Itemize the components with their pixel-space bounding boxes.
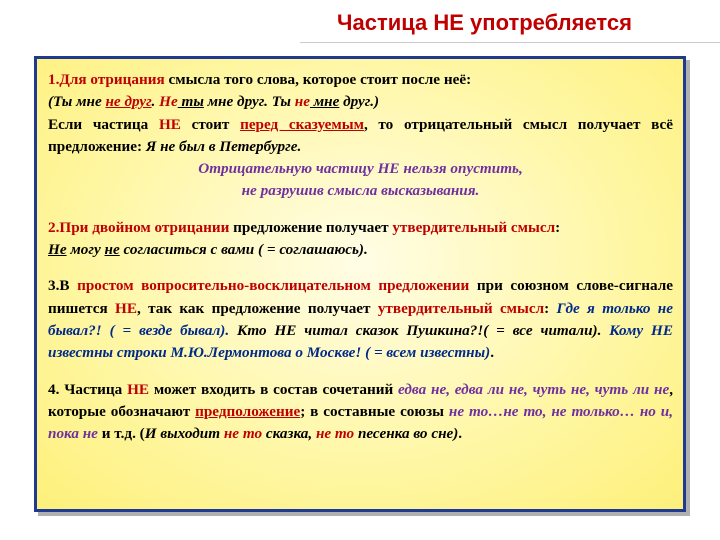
rule-2 bbox=[48, 217, 673, 262]
sentence-type-term: простом вопросительно-восклицательном предложении bbox=[77, 277, 470, 295]
rule-1-intro bbox=[48, 69, 673, 91]
rule-text: . bbox=[490, 344, 495, 362]
rule-text: может входить в состав сочетаний bbox=[149, 380, 399, 398]
ex-text: (Ты мне bbox=[48, 93, 106, 111]
rule-text: , так как предложение получает bbox=[136, 299, 378, 317]
ex-underlined: не bbox=[104, 241, 120, 259]
ex-highlight: Не bbox=[159, 93, 178, 111]
ex-text: И выходит bbox=[144, 425, 224, 443]
example-1: Где я только не бывал?! ( = везде бывал). bbox=[48, 299, 673, 339]
particle-ne: НЕ bbox=[115, 299, 137, 317]
section-gap bbox=[48, 261, 673, 275]
rule-text: при союзном слове-сигнале пишется bbox=[48, 277, 673, 317]
rule-1-heading: 1.Для отрицания bbox=[48, 71, 165, 88]
rule-text: Если частица bbox=[48, 115, 159, 133]
assumption-term: предположение bbox=[195, 402, 301, 420]
rule-1-note-line-1: Отрицательную частицу НЕ нельзя опустить, bbox=[198, 160, 523, 178]
rule-text: предложение получает bbox=[229, 218, 393, 236]
ex-text: друг.) bbox=[339, 93, 380, 111]
rule-text: : bbox=[544, 299, 557, 317]
rule-1-text: смысла того слова, которое стоит после неё: bbox=[164, 71, 472, 88]
ex-underlined: Не bbox=[48, 241, 67, 259]
ex-highlight: не bbox=[294, 93, 310, 111]
example-2: Кто НЕ читал сказок Пушкина?!( = все читали). bbox=[229, 321, 602, 339]
ex-underlined: мне bbox=[309, 93, 340, 111]
rule-3 bbox=[48, 275, 673, 364]
ex-underlined: ты bbox=[177, 93, 204, 111]
rule-2-heading: 2.При двойном отрицании bbox=[48, 218, 230, 236]
affirmative-term: утвердительный смысл bbox=[377, 299, 545, 317]
affirmative-term: утвердительный смысл bbox=[392, 218, 556, 236]
conjunctions-list: не то…не то, не только… но и, пока не bbox=[48, 402, 673, 443]
ex-highlight: не то bbox=[223, 425, 263, 443]
rule-text: , которые обозначают bbox=[48, 380, 673, 420]
ex-text: согласиться с вами ( = соглашаюсь). bbox=[119, 241, 368, 259]
rule-text: . bbox=[458, 425, 463, 443]
ex-text: могу bbox=[66, 241, 105, 259]
example-3: Кому НЕ известны строки М.Ю.Лермонтова о Москве! ( = всем известны) bbox=[48, 321, 673, 362]
rule-1-example bbox=[48, 91, 673, 113]
rule-4 bbox=[48, 379, 673, 446]
particle-ne: НЕ bbox=[158, 115, 181, 133]
ex-text: . bbox=[151, 93, 160, 111]
rule-text: стоит bbox=[180, 115, 241, 133]
particle-ne: НЕ bbox=[127, 380, 150, 398]
predicate-term: перед сказуемым bbox=[240, 115, 364, 133]
ex-text: сказка, bbox=[262, 425, 316, 443]
rule-1-note-line-2: не разрушив смысла высказывания. bbox=[241, 182, 480, 200]
slide-title: Частица НЕ употребляется bbox=[337, 10, 632, 35]
rule-text: , то отрицательный смысл получает всё предложение: bbox=[48, 115, 673, 155]
rule-4-heading: 4. Частица bbox=[48, 380, 128, 398]
rules-card bbox=[34, 56, 686, 512]
ex-text: песенка во сне) bbox=[354, 425, 459, 443]
rule-text: ; в составные союзы bbox=[300, 402, 449, 420]
rule-text: : bbox=[555, 218, 561, 236]
ex-highlight: не друг bbox=[105, 93, 152, 111]
ex-text: мне друг. Ты bbox=[203, 93, 295, 111]
combinations-list: едва не, едва ли не, чуть не, чуть ли не bbox=[398, 380, 670, 398]
title-divider bbox=[300, 42, 720, 43]
rule-1-predicate bbox=[48, 114, 673, 159]
rule-text: и т.д. ( bbox=[97, 425, 145, 443]
rule-example: Я не был в Петербурге. bbox=[145, 137, 302, 155]
rule-3-heading: 3.В bbox=[48, 277, 78, 295]
section-gap bbox=[48, 203, 673, 217]
section-gap bbox=[48, 365, 673, 379]
ex-highlight: не то bbox=[315, 425, 355, 443]
